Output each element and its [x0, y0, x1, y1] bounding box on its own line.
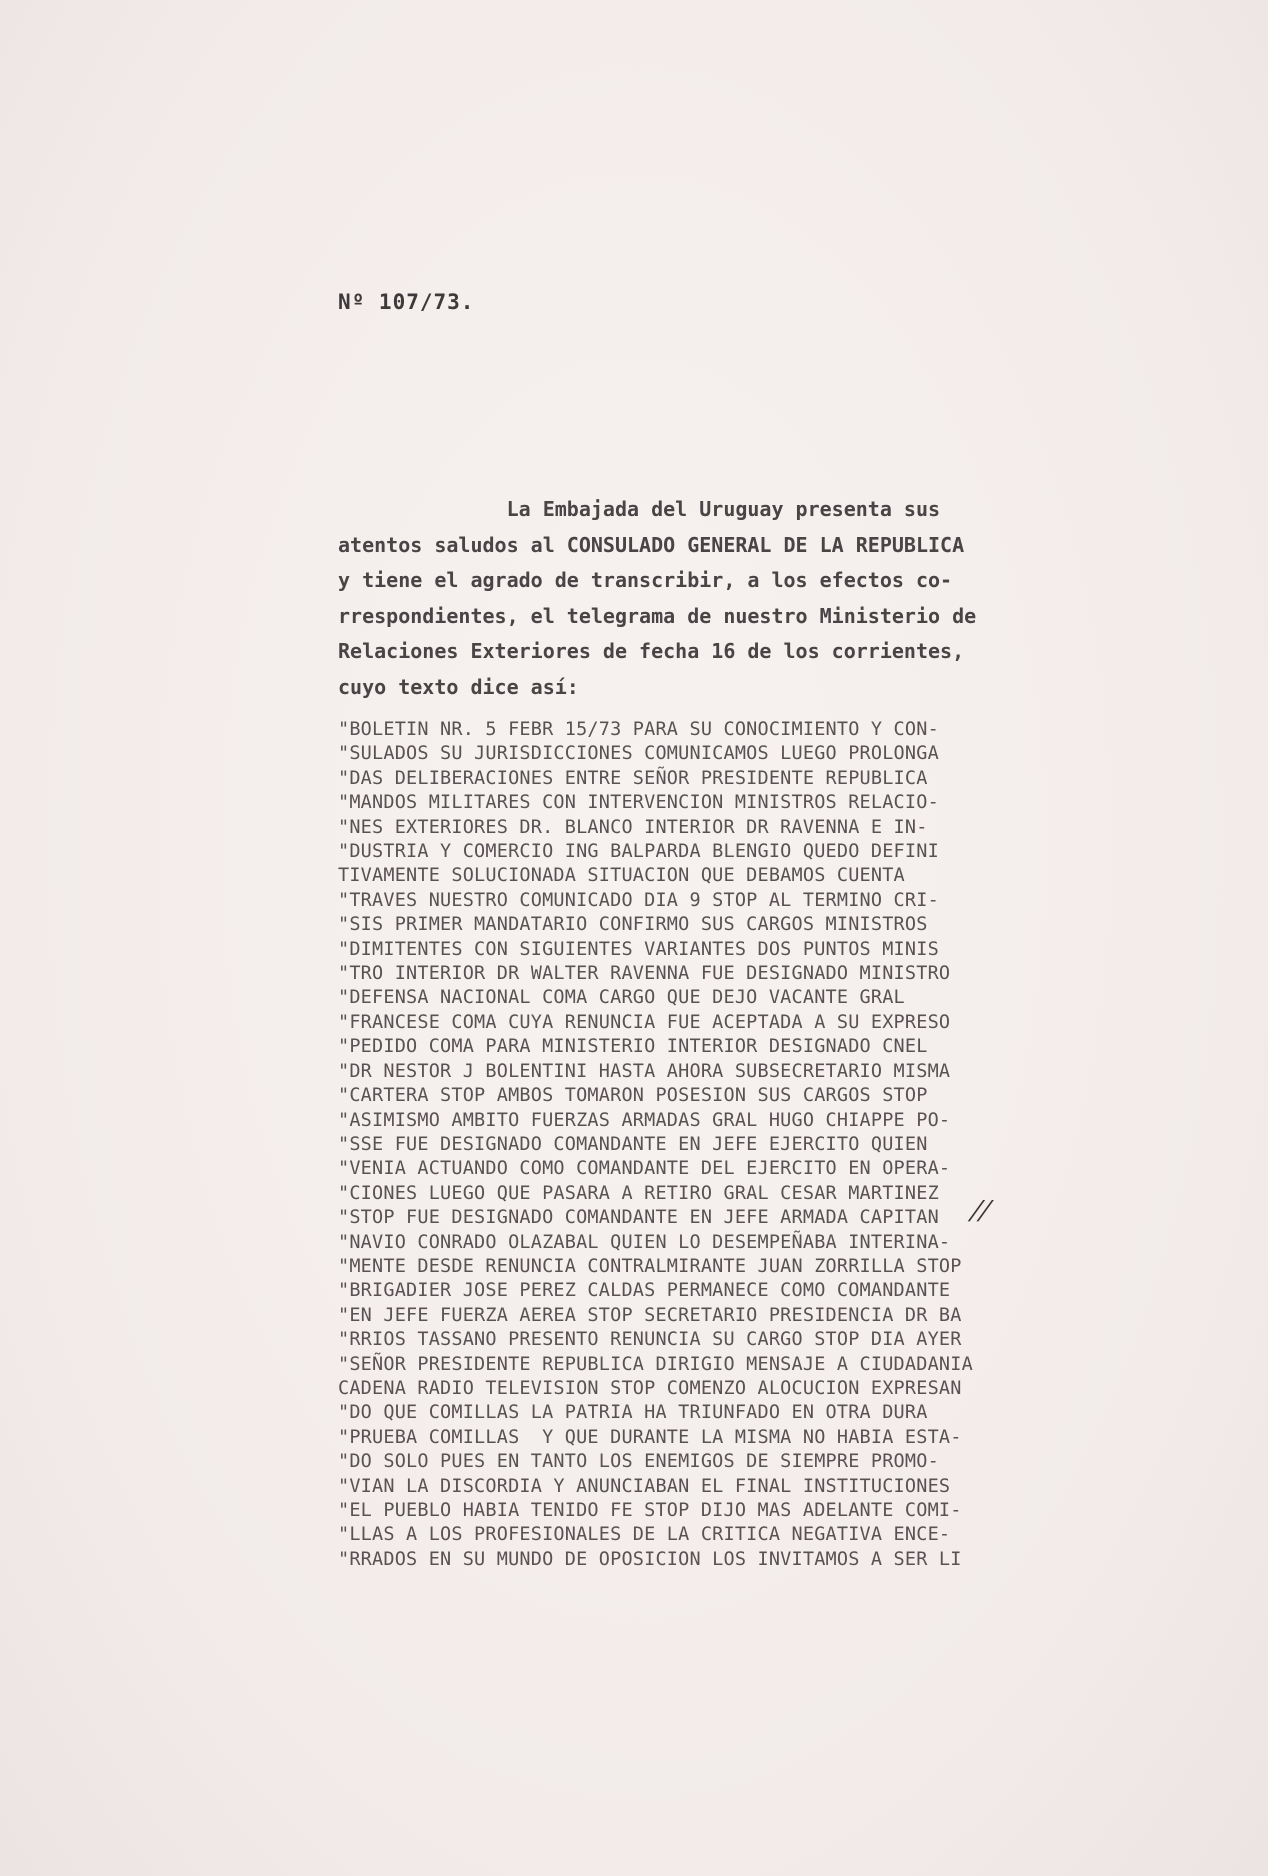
telegram-line: "SSE FUE DESIGNADO COMANDANTE EN JEFE EJERCITO QUIEN — [338, 1133, 928, 1155]
telegram-line: "RRIOS TASSANO PRESENTO RENUNCIA SU CARGO STOP DIA AYER — [338, 1329, 962, 1351]
intro-line: Relaciones Exteriores de fecha 16 de los corrientes, — [338, 639, 965, 663]
telegram-line: "DEFENSA NACIONAL COMA CARGO QUE DEJO VACANTE GRAL — [338, 987, 905, 1009]
intro-line: La Embajada del Uruguay presenta sus — [338, 497, 941, 521]
telegram-line: "EN JEFE FUERZA AEREA STOP SECRETARIO PRESIDENCIA DR BA — [338, 1304, 962, 1326]
telegram-line: "CIONES LUEGO QUE PASARA A RETIRO GRAL CESAR MARTINEZ — [338, 1182, 939, 1204]
continuation-mark: // — [968, 1196, 993, 1226]
telegram-line: "PEDIDO COMA PARA MINISTERIO INTERIOR DESIGNADO CNEL — [338, 1036, 928, 1058]
telegram-line: "PRUEBA COMILLAS Y QUE DURANTE LA MISMA NO HABIA ESTA- — [338, 1426, 962, 1448]
telegram-line: "DUSTRIA Y COMERCIO ING BALPARDA BLENGIO QUEDO DEFINI — [338, 841, 939, 863]
telegram-line: "SEÑOR PRESIDENTE REPUBLICA DIRIGIO MENSAJE A CIUDADANIA — [338, 1353, 973, 1375]
telegram-line: TIVAMENTE SOLUCIONADA SITUACION QUE DEBAMOS CUENTA — [338, 865, 905, 887]
telegram-line: "BRIGADIER JOSE PEREZ CALDAS PERMANECE COMO COMANDANTE — [338, 1280, 951, 1302]
telegram-line: "LLAS A LOS PROFESIONALES DE LA CRITICA NEGATIVA ENCE- — [338, 1524, 951, 1546]
intro-line: atentos saludos al CONSULADO GENERAL DE LA REPUBLICA — [338, 532, 965, 557]
telegram-line: "VIAN LA DISCORDIA Y ANUNCIABAN EL FINAL INSTITUCIONES — [338, 1475, 951, 1497]
reference-number: Nº 107/73. — [338, 290, 475, 314]
intro-line: rrespondientes, el telegrama de nuestro Ministerio de — [338, 603, 977, 628]
telegram-line: "DO SOLO PUES EN TANTO LOS ENEMIGOS DE SIEMPRE PROMO- — [338, 1451, 939, 1473]
intro-line: y tiene el agrado de transcribir, a los efectos co- — [338, 568, 953, 592]
intro-line: cuyo texto dice así: — [338, 674, 579, 699]
telegram-line: CADENA RADIO TELEVISION STOP COMENZO ALOCUCION EXPRESAN — [338, 1377, 962, 1399]
telegram-line: "MENTE DESDE RENUNCIA CONTRALMIRANTE JUAN ZORRILLA STOP — [338, 1255, 962, 1277]
telegram-line: "DO QUE COMILLAS LA PATRIA HA TRIUNFADO EN OTRA DURA — [338, 1402, 928, 1424]
telegram-line: "TRAVES NUESTRO COMUNICADO DIA 9 STOP AL TERMINO CRI- — [338, 889, 939, 911]
telegram-line: "ASIMISMO AMBITO FUERZAS ARMADAS GRAL HUGO CHIAPPE PO- — [338, 1109, 951, 1131]
telegram-line: "EL PUEBLO HABIA TENIDO FE STOP DIJO MAS ADELANTE COMI- — [338, 1500, 962, 1521]
telegram-line: "TRO INTERIOR DR WALTER RAVENNA FUE DESIGNADO MINISTRO — [338, 963, 951, 985]
telegram-line: "NES EXTERIORES DR. BLANCO INTERIOR DR RAVENNA E IN- — [338, 816, 928, 838]
telegram-line: "MANDOS MILITARES CON INTERVENCION MINISTROS RELACIO- — [338, 792, 939, 814]
telegram-line: "STOP FUE DESIGNADO COMANDANTE EN JEFE ARMADA CAPITAN — [338, 1207, 939, 1229]
telegram-line: "DAS DELIBERACIONES ENTRE SEÑOR PRESIDENTE REPUBLICA — [338, 767, 928, 789]
telegram-line: "SULADOS SU JURISDICCIONES COMUNICAMOS LUEGO PROLONGA — [338, 743, 939, 765]
telegram-line: "FRANCESE COMA CUYA RENUNCIA FUE ACEPTADA A SU EXPRESO — [338, 1011, 951, 1033]
telegram-line: "DIMITENTES CON SIGUIENTES VARIANTES DOS PUNTOS MINIS — [338, 938, 939, 960]
telegram-line: "CARTERA STOP AMBOS TOMARON POSESION SUS CARGOS STOP — [338, 1085, 928, 1107]
telegram-line: "BOLETIN NR. 5 FEBR 15/73 PARA SU CONOCIMIENTO Y CON- — [338, 719, 939, 740]
telegram-line: "RRADOS EN SU MUNDO DE OPOSICION LOS INVITAMOS A SER LI — [338, 1548, 962, 1570]
telegram-line: "NAVIO CONRADO OLAZABAL QUIEN LO DESEMPEÑABA INTERINA- — [338, 1231, 951, 1253]
telegram-line: "VENIA ACTUANDO COMO COMANDANTE DEL EJERCITO EN OPERA- — [338, 1158, 951, 1180]
intro-paragraph — [338, 492, 1138, 705]
telegram-line: "DR NESTOR J BOLENTINI HASTA AHORA SUBSECRETARIO MISMA — [338, 1060, 951, 1082]
telegram-line: "SIS PRIMER MANDATARIO CONFIRMO SUS CARGOS MINISTROS — [338, 914, 928, 936]
telegram-transcript — [338, 718, 1138, 1572]
